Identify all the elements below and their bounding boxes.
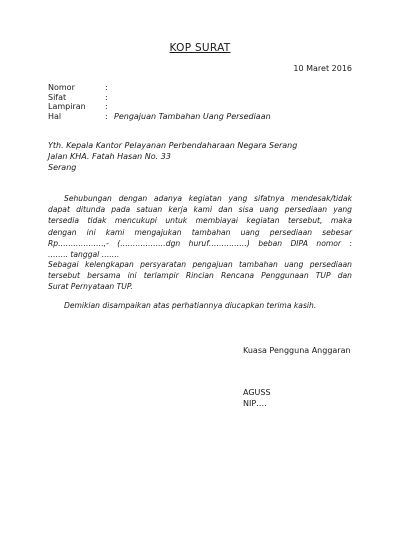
meta-label: Lampiran (48, 102, 86, 112)
paragraph-line: tersebut bersama ini terlampir Rincian Rencana Penggunaan TUP dan (48, 271, 352, 281)
meta-row-lampiran (48, 102, 271, 112)
paragraph-request (48, 193, 352, 260)
meta-row-sifat (48, 93, 271, 103)
paragraph-line: Surat Pernyataan TUP. (48, 282, 133, 292)
paragraph-line: dengan ini kami mengajukan tambahan uang persediaan sebesar (48, 227, 352, 237)
letter-date: 10 Maret 2016 (293, 64, 352, 73)
closing-line: Demikian disampaikan atas perhatiannya diucapkan terima kasih. (64, 301, 317, 310)
meta-label: Nomor (48, 83, 75, 92)
paragraph-line: Sehubungan dengan adanya kegiatan yang sifatnya mendesak/tidak (64, 194, 352, 203)
meta-colon: : (105, 92, 108, 102)
paragraph-line: …….. tanggal ……. (48, 250, 120, 260)
paragraph-line: tersedia tidak mencukupi untuk membiayai kegiatan tersebut, maka (48, 216, 352, 226)
signature-title: Kuasa Pengguna Anggaran (243, 346, 351, 355)
paragraph-line: dapat ditunda pada satuan kerja kami dan sisa uang persediaan yang (48, 205, 352, 215)
paragraph-line: Rp………………,- (………………dgn huruf……………) beban DIPA nomor : (48, 238, 352, 248)
signatory-nip: NIP…. (243, 399, 267, 408)
meta-label: Sifat (48, 92, 67, 102)
meta-colon: : (105, 102, 108, 112)
meta-colon: : (105, 111, 108, 121)
meta-row-hal (48, 112, 271, 122)
signatory-name: AGUSS (243, 388, 271, 397)
paragraph-attachments (48, 259, 352, 293)
letter-meta (48, 83, 271, 121)
address-line: Serang (48, 163, 77, 172)
meta-row-nomor (48, 83, 271, 93)
recipient-address (48, 140, 297, 173)
meta-colon: : (105, 83, 108, 92)
address-line: Jalan KHA. Fatah Hasan No. 33 (48, 152, 171, 161)
paragraph-line: Sebagai kelengkapan persyaratan pengajuan tambahan uang persediaan (48, 260, 352, 269)
meta-value: Pengajuan Tambahan Uang Persediaan (114, 111, 271, 121)
letterhead-title: KOP SURAT (169, 42, 231, 54)
address-line: Yth. Kepala Kantor Pelayanan Perbendaharaan Negara Serang (48, 141, 298, 150)
paragraph-closing (48, 300, 352, 311)
meta-label: Hal (48, 111, 62, 121)
